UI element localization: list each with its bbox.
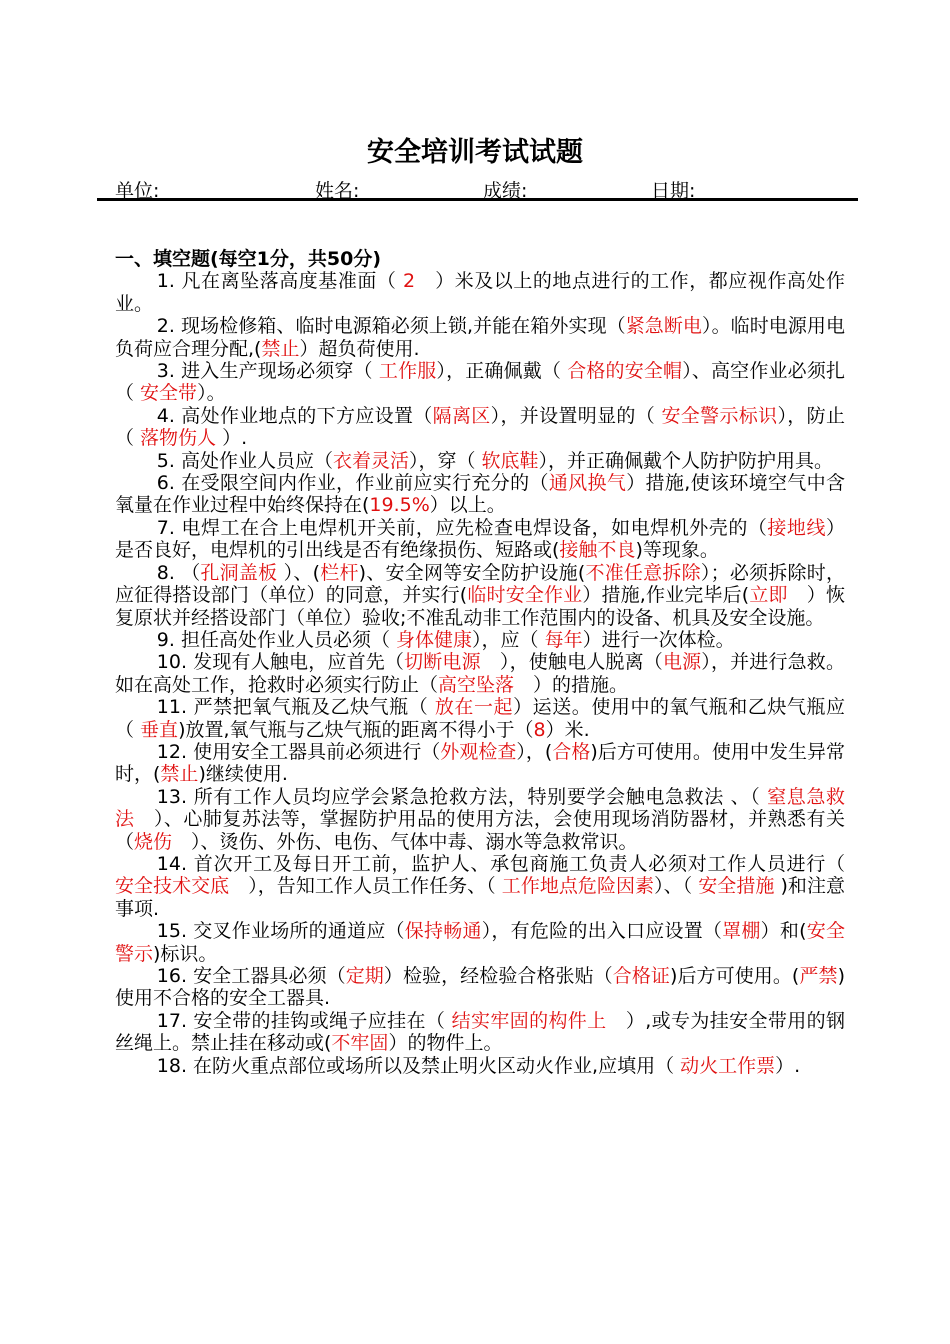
question-text: ）措施,使该环境空气中含氧量在作业过程中始终保持在( <box>115 472 845 517</box>
question-text: 2. 现场检修箱、临时电源箱必须上锁,并能在箱外实现（ <box>156 315 626 338</box>
question-text: 11. 严禁把氧气瓶及乙炔气瓶（ <box>156 696 435 719</box>
answer-text: 通风换气 <box>548 472 627 495</box>
answer-text: 安全技术交底 <box>115 875 230 898</box>
question-text: )、安全网等安全防护设施( <box>358 561 586 584</box>
question-text: )继续使用. <box>198 763 288 786</box>
question-text: ）和( <box>760 920 807 943</box>
answer-text: 不牢固 <box>331 1032 389 1055</box>
question-text: )和注意事项. <box>115 875 845 920</box>
question-1 <box>115 270 845 315</box>
answer-text: 孔洞盖板 <box>200 561 278 584</box>
question-text: ），并进行急救。如在高处工作，抢救时必须实行防止（ <box>115 651 845 696</box>
answer-text: 合格 <box>552 740 591 763</box>
question-text: ）,或专为挂安全带用的钢丝绳上。禁止挂在移动或( <box>115 1009 845 1055</box>
question-text: ）米. <box>545 718 590 741</box>
answer-text: 动火工作票 <box>680 1054 776 1077</box>
question-text: )放置,氧气瓶与乙炔气瓶的距离不得小于（ <box>178 718 534 741</box>
header-divider <box>97 198 858 201</box>
question-text: )标识。 <box>153 942 218 965</box>
question-text: ）运送。使用中的氧气瓶和乙炔气瓶应（ <box>115 696 845 741</box>
question-text: 17. 安全带的挂钩或绳子应挂在（ <box>156 1009 452 1032</box>
question-text: ），穿（ <box>408 449 482 472</box>
question-text: ）；必须拆除时，应征得搭设部门（单位）的同意，并实行( <box>115 561 845 607</box>
question-text: ），告知工作人员工作任务、（ <box>229 875 502 898</box>
info-row <box>115 176 860 200</box>
question-7 <box>115 517 845 562</box>
question-15 <box>115 920 845 965</box>
question-12 <box>115 741 845 786</box>
question-8 <box>115 562 845 629</box>
question-text: ）、烫伤、外伤、电伤、气体中毒、溺水等急救常识。 <box>172 830 638 853</box>
answer-text: 紧急断电 <box>625 315 702 338</box>
question-text: ）、（ <box>654 875 699 898</box>
question-text: 8. （ <box>156 561 201 584</box>
answer-text: 安全措施 <box>698 875 775 898</box>
answer-text: 外观检查 <box>440 740 517 763</box>
question-2 <box>115 315 845 360</box>
exam-body <box>115 248 845 1077</box>
answer-text: 高空坠落 <box>438 673 515 696</box>
question-text: ）. <box>775 1054 801 1077</box>
answer-text: 隔离区 <box>432 404 491 427</box>
question-text: ），使触电人脱离（ <box>480 651 663 674</box>
question-13 <box>115 786 845 853</box>
answer-text: 安全带 <box>140 382 198 405</box>
answer-text: 衣着灵活 <box>332 449 409 472</box>
question-10 <box>115 651 845 696</box>
answer-text: 严禁 <box>799 965 838 987</box>
answer-text: 栏杆 <box>319 561 359 584</box>
answer-text: 切断电源 <box>404 651 481 674</box>
answer-text: 电源 <box>662 651 702 674</box>
question-text: )等现象。 <box>635 539 719 562</box>
question-4 <box>115 405 845 450</box>
question-text: ），并设置明显的（ <box>490 404 662 427</box>
question-text: ）以上。 <box>429 494 506 517</box>
answer-text: 安全警示标识 <box>661 404 778 427</box>
answer-text: 接地线 <box>767 516 826 539</box>
question-text: ），应（ <box>472 628 545 651</box>
question-text: ）、( <box>277 561 320 584</box>
question-text: 13. 所有工作人员均应学会紧急抢救方法，特别要学会触电急救法 、（ <box>156 785 768 808</box>
answer-text: 不准任意拆除 <box>585 561 701 584</box>
answer-text: 临时安全作业 <box>467 584 583 607</box>
question-text: ）是否良好，电焊机的引出线是否有绝缘损伤、短路或( <box>115 516 845 562</box>
score-label: 成绩: <box>483 180 528 202</box>
question-text: 4. 高处作业地点的下方应设置（ <box>156 404 433 427</box>
answer-text: 禁止 <box>261 337 300 360</box>
question-text: ）恢复原状并经搭设部门（单位）验收;不准乱动非工作范围内的设备、机具及安全设施。 <box>115 584 845 629</box>
answer-text: 垂直 <box>140 718 179 741</box>
question-text: ）. <box>216 427 248 450</box>
question-text: ）。临时电源用电负荷应合理分配,( <box>115 315 845 360</box>
question-text: ）检验，经检验合格张贴（ <box>383 965 613 987</box>
question-text: ）。 <box>197 382 226 405</box>
question-16 <box>115 965 845 1010</box>
question-text: 10. 发现有人触电，应首先（ <box>156 651 405 674</box>
question-text: ）的物件上。 <box>388 1032 503 1055</box>
question-text: 3. 进入生产现场必须穿（ <box>156 360 379 383</box>
answer-text: 19.5% <box>369 494 430 517</box>
answer-text: 接触不良 <box>559 539 636 562</box>
answer-text: 身体健康 <box>396 628 473 651</box>
question-text: 1. 凡在离坠落高度基准面（ <box>156 270 404 293</box>
answer-text: 禁止 <box>160 763 199 786</box>
question-text: 12. 使用安全工器具前必须进行（ <box>156 740 441 763</box>
answer-text: 烧伤 <box>134 830 173 853</box>
question-3 <box>115 360 845 405</box>
answer-text: 安全警示 <box>115 920 845 965</box>
question-text: ），正确佩戴（ <box>436 360 568 383</box>
question-text: 15. 交叉作业场所的通道应（ <box>156 920 405 943</box>
question-text: 6. 在受限空间内作业，作业前应实行充分的（ <box>156 472 549 495</box>
answer-text: 工作服 <box>378 360 437 383</box>
question-5 <box>115 450 845 472</box>
question-text: ），防止（ <box>115 404 845 450</box>
question-11 <box>115 696 845 741</box>
question-text: ）的措施。 <box>514 673 629 696</box>
question-14 <box>115 853 845 920</box>
answer-text: 合格的安全帽 <box>567 360 683 383</box>
answer-text: 合格证 <box>612 965 670 987</box>
answer-text: 保持畅通 <box>404 920 482 943</box>
section-heading: 一、填空题(每空1分，共50分) <box>115 248 382 270</box>
answer-text: 罩棚 <box>722 920 761 943</box>
question-text: ），并正确佩戴个人防护防护用具。 <box>538 449 834 472</box>
question-text: ）、高空作业必须扎（ <box>115 360 845 405</box>
answer-text: 2 <box>403 270 416 293</box>
question-text: ）米及以上的地点进行的工作，都应视作高处作业。 <box>115 270 845 315</box>
question-text: ）超负荷使用. <box>299 337 420 360</box>
answer-text: 立即 <box>749 584 788 607</box>
question-text: )使用不合格的安全工器具. <box>115 965 845 1010</box>
question-text: 16. 安全工器具必须（ <box>156 965 346 987</box>
question-text: ），( <box>516 740 553 763</box>
question-17 <box>115 1010 845 1055</box>
answer-text: 放在一起 <box>434 696 514 719</box>
question-text: 7. 电焊工在合上电焊机开关前，应先检查电焊设备，如电焊机外壳的（ <box>156 516 768 539</box>
question-text: ）进行一次体检。 <box>582 628 735 651</box>
question-text: 9. 担任高处作业人员必须（ <box>156 628 397 651</box>
question-text: 18. 在防火重点部位或场所以及禁止明火区动火作业,应填用（ <box>156 1054 681 1077</box>
answer-text: 窒息急救法 <box>115 785 845 831</box>
answer-text: 落物伤人 <box>140 427 217 450</box>
question-text: ）、心肺复苏法等，掌握防护用品的使用方法，会使用现场消防器材，并熟悉有关（ <box>115 808 845 853</box>
question-6 <box>115 472 845 517</box>
answer-text: 结实牢固的构件上 <box>451 1009 607 1032</box>
answer-text: 8 <box>533 718 546 741</box>
question-9 <box>115 629 845 651</box>
question-text: ），有危险的出入口应设置（ <box>481 920 723 943</box>
question-text: 5. 高处作业人员应（ <box>156 449 333 472</box>
answer-text: 定期 <box>345 965 384 987</box>
page-title: 安全培训考试试题 <box>367 137 583 168</box>
answer-text: 工作地点危险因素 <box>501 875 655 898</box>
question-text: )后方可使用。使用中发生异常时，( <box>115 740 845 786</box>
question-text: 14. 首次开工及每日开工前，监护人、承包商施工负责人必须对工作人员进行（ <box>156 852 845 875</box>
date-label: 日期: <box>651 180 696 202</box>
answer-text: 每年 <box>544 628 583 651</box>
question-18 <box>115 1055 845 1077</box>
unit-label: 单位: <box>115 180 160 202</box>
name-label: 姓名: <box>315 180 360 202</box>
question-text: ）措施,作业完毕后( <box>582 584 750 607</box>
answer-text: 软底鞋 <box>481 449 539 472</box>
question-text: )后方可使用。( <box>670 965 800 987</box>
